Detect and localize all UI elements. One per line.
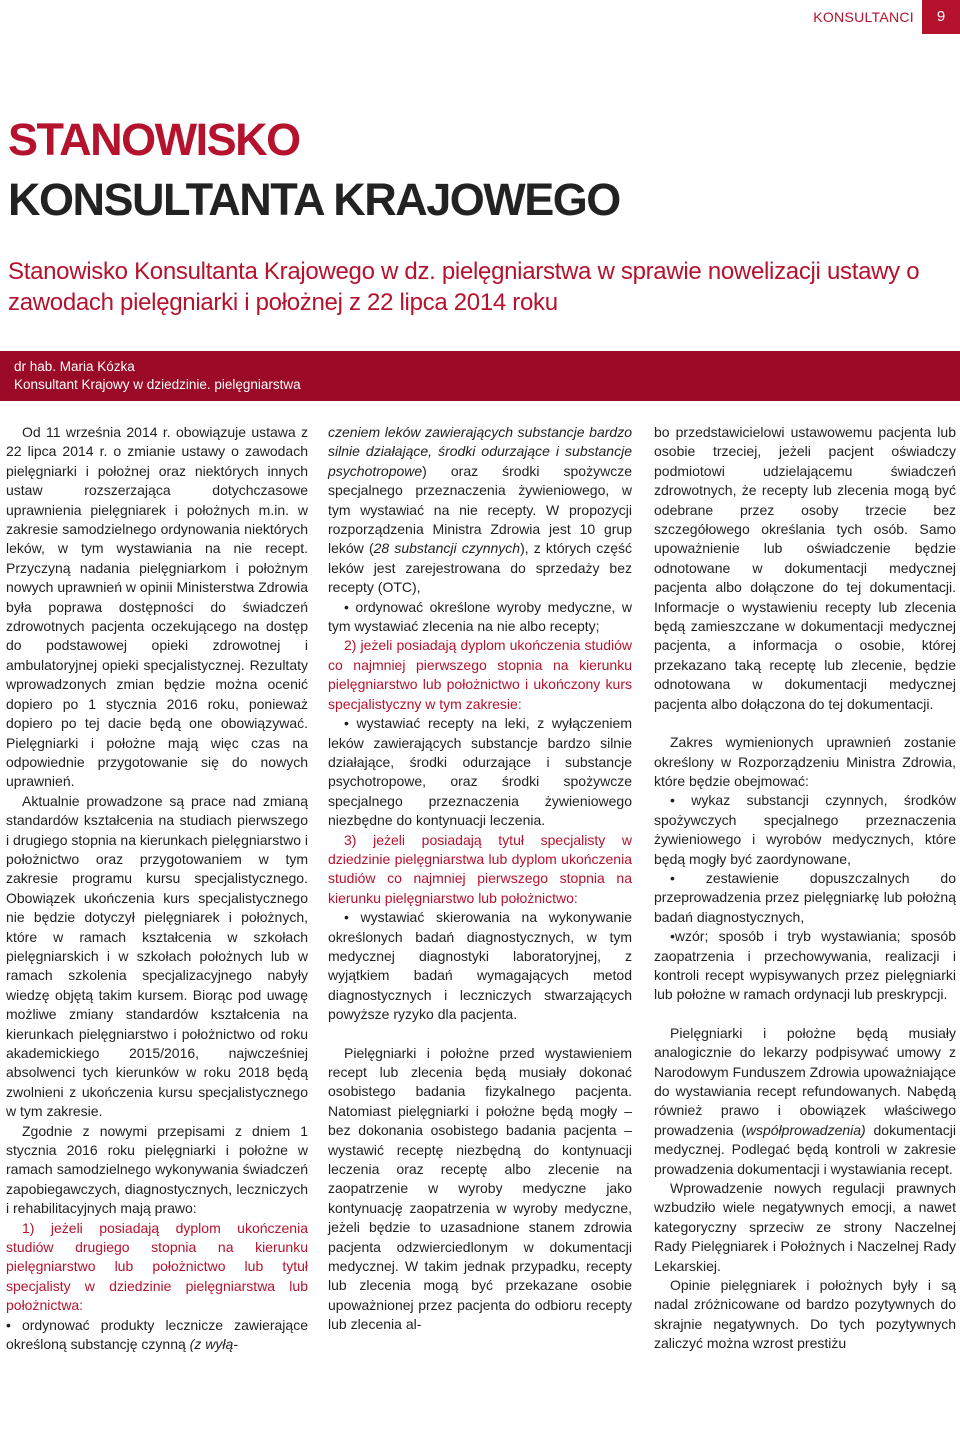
condition-heading: 1) jeżeli posiadają dyplom ukończenia studiów drugiego stopnia na kierunku pielęgniarstwo lub położnictwo lub tytuł specjalisty w dziedzinie pielęgniarstwa lub położnictwa: (6, 1219, 308, 1314)
bullet-text-italic: (z wyłą- (189, 1336, 238, 1353)
spacer (654, 1005, 956, 1024)
title-line-1: STANOWISKO (8, 114, 300, 165)
bullet-text: wzór; sposób i tryb wystawiania; sposób zaopatrzenia i przechowywania, realizacji i kontroli recept wypisywanych przez pielęgniarki lub położne w ramach ordynacji lub preskrypcji. (654, 928, 956, 1003)
author-name: dr hab. Maria Kózka (14, 359, 135, 374)
page-number: 9 (922, 0, 960, 34)
column-2 (328, 423, 632, 1335)
article-title (8, 110, 908, 230)
text: ), z których część leków jest zarejestrowana do sprzedaży bez recepty (OTC), (328, 540, 632, 596)
paragraph: Zgodnie z nowymi przepisami z dniem 1 stycznia 2016 roku pielęgniarki i położne w ramach samodzielnego wykonywania świadczeń zapobiegawczych, diagnostycznych, leczniczych i rehabilitacyjnych mają prawo: (6, 1122, 308, 1217)
text: ) oraz środki spożywcze specjalnego przeznaczenia żywieniowego, w tym wystawiać na nie recepty. W propozycji rozporządzenia Ministra Zdrowia jest 10 grup leków ( (328, 462, 632, 557)
paragraph: Od 11 września 2014 r. obowiązuje ustawa z 22 lipca 2014 r. o zmianie ustawy o zawodach pielęgniarki i położnej oraz niektórych innych ustaw rozszerzająca dotychczasowe uprawnienia pielęgniarek i położnych m.in. w zakresie samodzielnego ordynowania niektórych leków, w tym wystawiania na nie recept. Przyczyną nadania pielęgniarkom i położnym nowych uprawnień w opinii Ministerstwa Zdrowia była poprawa dostępności do świadczeń zdrowotnych pacjenta oczekującego na dostęp do podstawowej opieki zdrowotnej i ambulatoryjnej opieki specjalistycznej. Rezultaty wprowadzonych zmian będzie można ocenić dopiero po 1 stycznia 2016 roku, ponieważ dopiero po tej dacie będą one obowiązywać. Pielęgniarki i położne mają więc czas na odpowiednie przygotowanie się do nowych uprawnień. (6, 424, 308, 790)
paragraph: bo przedstawicielowi ustawowemu pacjenta lub osobie trzeciej, jeżeli pacjent oświadczy podmiotowi udzielającemu świadczeń zdrowotnych, że recepty lub zlecenia mogą być odebrane przez osoby trzecie bez szczegółowego określania tych osób. Samo upoważnienie lub oświadczenie będzie odnotowane w dokumentacji medycznej pacjenta albo dołączone do tej dokumentacji. Informacje o wystawieniu recepty lub zlecenia będą zamieszczane w dokumentacji medycznej pacjenta, a informacja o osobie, której przekazano taką receptę lub zlecenie, będzie odnotowana w dokumentacji medycznej pacjenta albo dołączona do tej dokumentacji. (654, 424, 956, 712)
bullet-text: zestawienie dopuszczalnych do przeprowadzenia przez pielęgniarkę lub położną badań diagnostycznych, (654, 869, 956, 925)
bullet-text: wystawiać skierowania na wykonywanie określonych badań diagnostycznych, w tym medycznej diagnostyki laboratoryjnej, z wyjątkiem badań wymagających metod diagnostycznych i leczniczych stwarzających powyższe ryzyko dla pacjenta. (328, 909, 632, 1023)
bullet-item (328, 598, 632, 637)
paragraph: Wprowadzenie nowych regulacji prawnych wzbudziło wiele negatywnych emocji, a nawet kategoryczny sprzeciw ze strony Naczelnej Rady Pielęgniarek i Położnych i Naczelnej Rady Lekarskiej. (654, 1180, 956, 1274)
condition-heading: 3) jeżeli posiadają tytuł specjalisty w dziedzinie pielęgniarstwa lub dyplom ukończenia studiów co najmniej pierwszego stopnia na kierunku pielęgniarstwo lub położnictwo: (328, 831, 632, 906)
bullet-text: wystawiać recepty na leki, z wyłączeniem leków zawierających substancje bardzo silnie działające, środki odurzające i substancje psychotropowe, oraz środki spożywcze specjalnego przeznaczenia żywieniowego niezbędne do kontynuacji leczenia. (328, 715, 632, 829)
bullet-text: ordynować określone wyroby medyczne, w tym wystawiać zlecenia na nie albo recepty; (328, 598, 632, 635)
paragraph (654, 1024, 956, 1179)
author-box (0, 351, 960, 401)
page-header (0, 0, 960, 34)
italic-text: współprowadzenia) (745, 1121, 866, 1138)
italic-text: 28 substancji czynnych (373, 540, 521, 557)
text: dokumentacji medycznej. Podlegać będą kontroli w zakresie prowadzenia dokumentacji i wystawiania recept. (654, 1121, 956, 1177)
bullet-item (654, 927, 956, 1005)
spacer (654, 714, 956, 733)
paragraph: Aktualnie prowadzone są prace nad zmianą standardów kształcenia na studiach pierwszego i drugiego stopnia na kierunkach pielęgniarstwo i położnictwo oraz przygotowaniem w tym zakresie programu kursu specjalistycznego. Obowiązek ukończenia kurs specjalistycznego nie będzie dotyczył pielęgniarek i położnych, które w ramach kształcenia w szkołach pielęgniarskich i w szkołach położnych lub w ramach szkolenia specjalizacyjnego nabyły wiedzę objętą takim kursem. Biorąc pod uwagę możliwe zmiany standardów kształcenia na kierunkach pielęgniarstwo i położnictwo od roku akademickiego 2015/2016, najwcześniej absolwenci tych kierunków w roku 2018 będą zwolnieni z ukończenia kursu specjalistycznego w tym zakresie. (6, 792, 308, 1120)
text: Pielęgniarki i położne będą musiały analogicznie do lekarzy podpisywać umowy z Narodowym Funduszem Zdrowia upoważniające do wystawiania recept refundowanych. Nabędą również prawo i obowiązek właściwego prowadzenia ( (654, 1024, 956, 1138)
bullet-text: wykaz substancji czynnych, środków spożywczych specjalnego przeznaczenia żywieniowego i wyrobów medycznych, które będą mogły być zaordynowane, (654, 792, 956, 867)
bullet-item (654, 869, 956, 927)
bullet-item (328, 908, 632, 1024)
paragraph: Opinie pielęgniarek i położnych były i są nadal zróżnicowane od bardzo pozytywnych do skrajnie negatywnych. Do tych pozytywnych zaliczyć można wzrost prestiżu (654, 1277, 956, 1352)
bullet-item (6, 1316, 308, 1355)
section-label: KONSULTANCI (813, 9, 914, 25)
column-3 (654, 423, 956, 1354)
italic-text: czeniem leków zawierających substancje bardzo silnie działające, środki odurzające i substancje psychotropowe (328, 424, 632, 479)
bullet-item (654, 791, 956, 869)
author-role: Konsultant Krajowy w dziedzinie. pielęgniarstwa (14, 377, 301, 392)
paragraph: Zakres wymienionych uprawnień zostanie określony w Rozporządzeniu Ministra Zdrowia, które będzie obejmować: (654, 734, 956, 789)
bullet-item (328, 714, 632, 830)
column-1 (6, 423, 308, 1355)
spacer (328, 1025, 632, 1044)
bullet-text: ordynować produkty lecznicze zawierające określoną substancję czynną (6, 1316, 308, 1353)
condition-heading: 2) jeżeli posiadają dyplom ukończenia studiów co najmniej pierwszego stopnia na kierunku pielęgniarstwo lub położnictwo i ukończony kurs specjalistyczny w tym zakresie: (328, 637, 632, 712)
article-subtitle: Stanowisko Konsultanta Krajowego w dz. pielęgniarstwa w sprawie nowelizacji ustawy o zawodach pielęgniarki i położnej z 22 lipca 2014 roku (8, 258, 920, 316)
paragraph (328, 423, 632, 598)
paragraph: Pielęgniarki i położne przed wystawieniem recept lub zlecenia będą musiały dokonać osobistego badania fizykalnego pacjenta. Natomiast pielęgniarki i położne będą mogły – bez dokonania osobistego badania pacjenta – wystawić receptę niezbędną do kontynuacji leczenia oraz receptę albo zlecenie na zaopatrzenie w wyroby medyczne jako kontynuację zaopatrzenia w wyroby medyczne, jeżeli będzie to uzasadnione stanem zdrowia pacjenta odzwierciedlonym w dokumentacji medycznej. W takim jednak przypadku, recepty lub zlecenia mogą być przekazane osobie upoważnionej przez pacjenta do odbioru recepty lub zlecenia al- (328, 1044, 632, 1333)
title-line-2: KONSULTANTA KRAJOWEGO (8, 174, 620, 225)
